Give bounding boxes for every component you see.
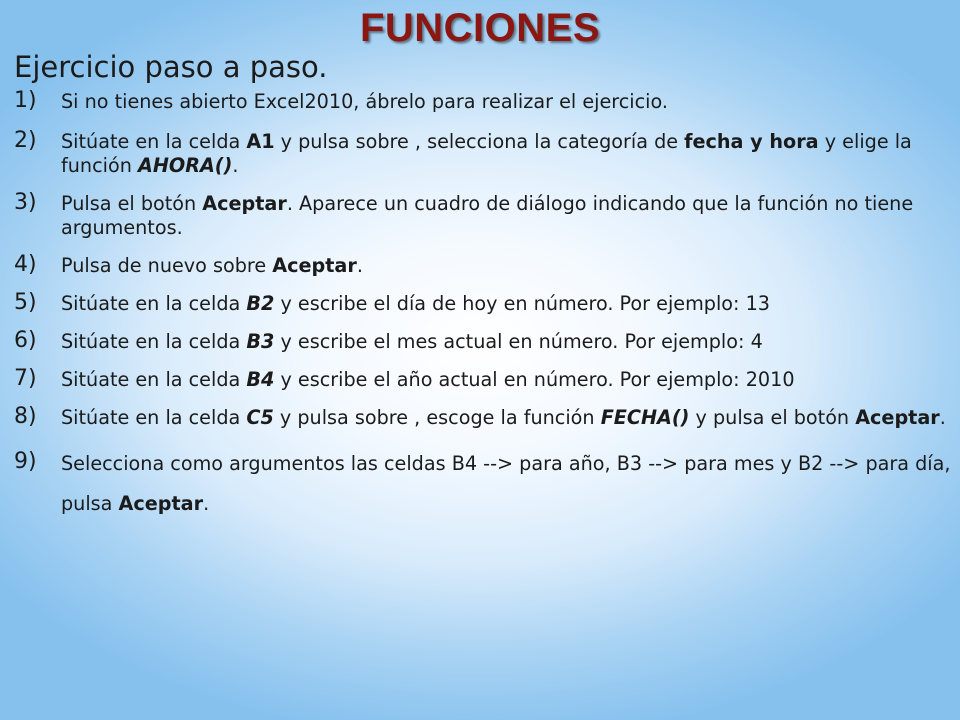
step-item [12,406,952,430]
step-cell-ref: B4 [246,368,275,391]
step-number: 2) [14,128,37,153]
step-item [12,192,952,240]
step-number: 1) [14,88,37,113]
step-text: Sitúate en la celda [61,292,247,315]
step-item [12,444,952,524]
step-text: Sitúate en la celda [61,368,247,391]
step-cell-ref: B2 [246,292,275,315]
steps-list [12,90,952,538]
step-text: Sitúate en la celda [61,330,247,353]
step-cell-ref: A1 [246,130,275,153]
step-text: . [232,154,239,177]
step-item [12,130,952,178]
step-item [12,368,952,392]
step-text: Si no tienes abierto Excel2010, ábrelo para realizar el ejercicio. [61,90,668,113]
step-button-name: Aceptar [118,492,204,515]
step-number: 8) [14,404,37,429]
step-text: Selecciona como argumentos las celdas B4 --> para año, B3 --> para mes y B2 --> para día, pulsa [61,452,951,515]
step-text: y pulsa sobre , selecciona la categoría de [274,130,685,153]
step-item [12,330,952,354]
step-number: 7) [14,366,37,391]
step-button-name: Aceptar [202,192,287,215]
step-text: . [356,254,363,277]
step-text: Sitúate en la celda [61,130,247,153]
step-number: 3) [14,190,37,215]
step-item [12,254,952,278]
step-item [12,292,952,316]
step-text: y pulsa sobre , escoge la función [273,406,601,429]
step-text: y escribe el año actual en número. Por ejemplo: 2010 [274,368,795,391]
step-text: Sitúate en la celda [61,406,247,429]
step-number: 4) [14,252,37,277]
step-text: Pulsa de nuevo sobre [61,254,273,277]
step-cell-ref: C5 [246,406,274,429]
step-cell-ref: B3 [246,330,275,353]
slide-title: FUNCIONES [359,6,601,50]
step-number: 6) [14,328,37,353]
step-button-name: Aceptar [272,254,357,277]
step-text: y escribe el día de hoy en número. Por ejemplo: 13 [274,292,771,315]
step-text: y escribe el mes actual en número. Por ejemplo: 4 [274,330,763,353]
step-text: . [203,492,210,515]
step-function-name: AHORA() [137,154,233,177]
step-category: fecha y hora [684,130,819,153]
step-button-name: Aceptar [855,406,940,429]
slide-subtitle: Ejercicio paso a paso. [14,50,328,84]
step-number: 5) [14,290,37,315]
step-text: Pulsa el botón [61,192,203,215]
step-function-name: FECHA() [600,406,690,429]
step-text: y elige la función [61,130,912,177]
step-number: 9) [14,449,37,474]
step-item [12,90,952,114]
step-text: y pulsa el botón [689,406,856,429]
step-text: . Aparece un cuadro de diálogo indicando que la función no tiene argumentos. [61,192,914,239]
step-text: . [939,406,946,429]
